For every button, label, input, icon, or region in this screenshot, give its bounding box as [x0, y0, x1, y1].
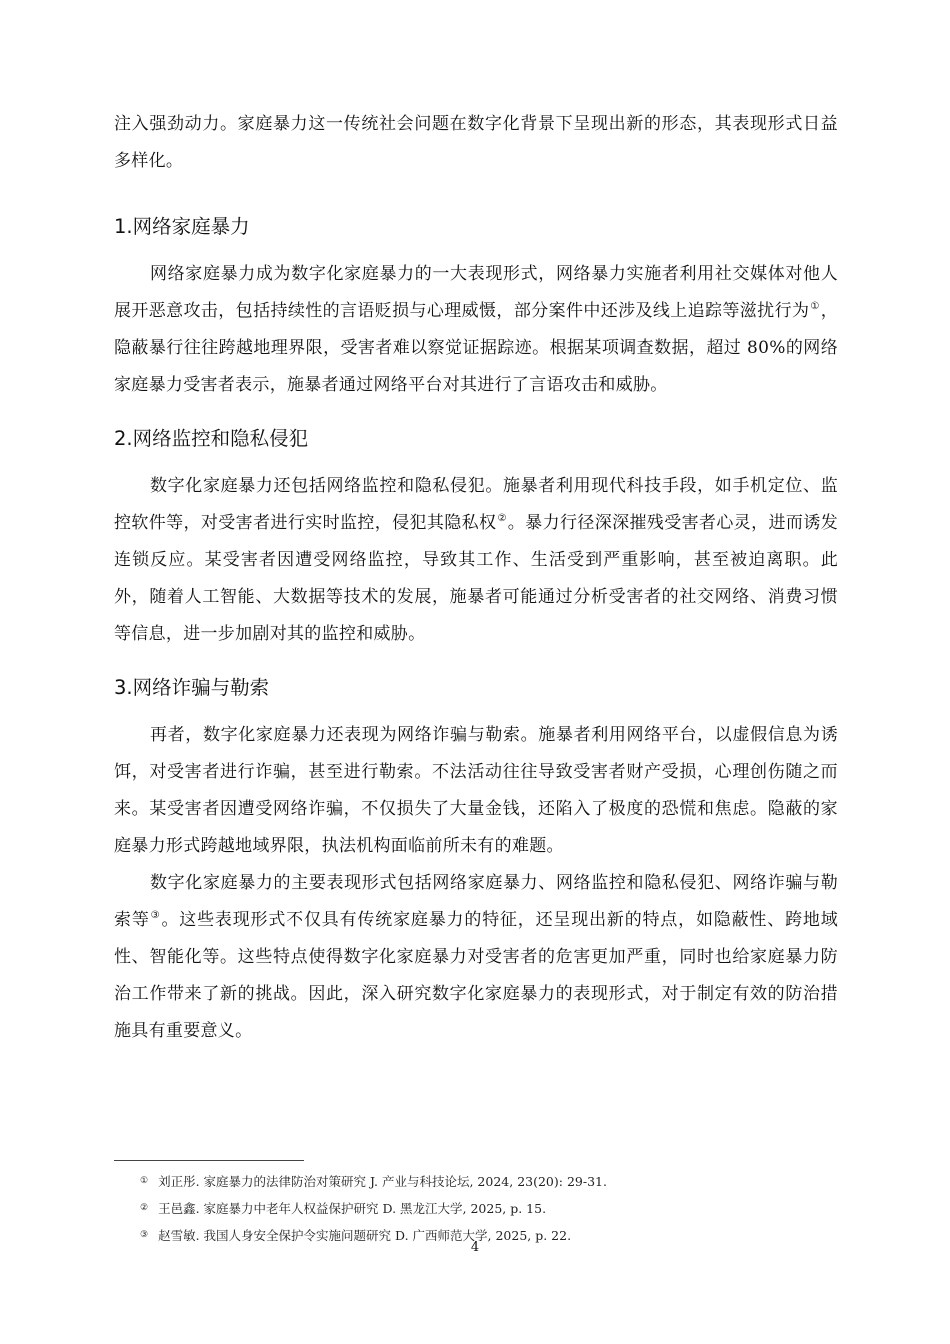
footnotes [140, 1168, 840, 1249]
section-3-text-b: 。这些表现形式不仅具有传统家庭暴力的特征，还呈现出新的特点，如隐蔽性、跨地域性、智能化等。这些特点使得数字化家庭暴力对受害者的危害更加严重，同时也给家庭暴力防治工作带来了新的挑战。因此，深入研究数字化家庭暴力的表现形式，对于制定有效的防治措施具有重要意义。 [114, 910, 839, 1041]
footnote-ref-1[interactable]: ① [810, 301, 820, 312]
page-number: 4 [470, 1240, 480, 1255]
section-2-paragraph [114, 468, 838, 653]
footnote-mark: ① [140, 1176, 149, 1186]
footnote-mark: ③ [140, 1230, 149, 1240]
intro-paragraph: 注入强劲动力。家庭暴力这一传统社会问题在数字化背景下呈现出新的形态，其表现形式日益多样化。 [114, 114, 838, 171]
section-heading-2: 2.网络监控和隐私侵犯 [114, 427, 309, 450]
section-3-text-a: 数字化家庭暴力的主要表现形式包括网络家庭暴力、网络监控和隐私侵犯、网络诈骗与勒索等 [114, 873, 838, 930]
footnote-2 [140, 1195, 840, 1222]
section-1-paragraph [114, 256, 838, 404]
footnote-1 [140, 1168, 840, 1195]
section-1-text-a: 网络家庭暴力成为数字化家庭暴力的一大表现形式，网络暴力实施者利用社交媒体对他人展开恶意攻击，包括持续性的言语贬损与心理威慑，部分案件中还涉及线上追踪等滋扰行为 [114, 264, 838, 321]
footnote-mark: ② [140, 1203, 149, 1213]
section-2-text-b: 。暴力行径深深摧残受害者心灵，进而诱发连锁反应。某受害者因遭受网络监控，导致其工作、生活受到严重影响，甚至被迫离职。此外，随着人工智能、大数据等技术的发展，施暴者可能通过分析受害者的社交网络、消费习惯等信息，进一步加剧对其的监控和威胁。 [114, 513, 838, 644]
footnote-text: 赵雪敏. 我国人身安全保护令实施问题研究 D. 广西师范大学, 2025, p. 22. [158, 1228, 572, 1243]
footnote-divider [114, 1160, 304, 1161]
section-heading-1: 1.网络家庭暴力 [114, 215, 250, 238]
footnote-ref-2[interactable]: ② [497, 513, 507, 524]
section-1-text-b: ，隐蔽暴行往往跨越地理界限，受害者难以察觉证据踪迹。根据某项调查数据，超过 80%的网络家庭暴力受害者表示，施暴者通过网络平台对其进行了言语攻击和威胁。 [114, 301, 839, 395]
section-heading-3: 3.网络诈骗与勒索 [114, 676, 270, 699]
footnote-text: 王邑鑫. 家庭暴力中老年人权益保护研究 D. 黑龙江大学, 2025, p. 15. [158, 1201, 547, 1216]
footnote-text: 刘正彤. 家庭暴力的法律防治对策研究 J. 产业与科技论坛, 2024, 23(20): 29-31. [158, 1174, 607, 1189]
page-body [114, 106, 838, 1050]
footnote-ref-3[interactable]: ③ [150, 910, 161, 921]
section-3-paragraph-1: 再者，数字化家庭暴力还表现为网络诈骗与勒索。施暴者利用网络平台，以虚假信息为诱饵，对受害者进行诈骗，甚至进行勒索。不法活动往往导致受害者财产受损，心理创伤随之而来。某受害者因遭受网络诈骗，不仅损失了大量金钱，还陷入了极度的恐慌和焦虑。隐蔽的家庭暴力形式跨越地域界限，执法机构面临前所未有的难题。 [114, 725, 838, 856]
section-3-paragraph-2 [114, 865, 838, 1050]
section-2-text-a: 数字化家庭暴力还包括网络监控和隐私侵犯。施暴者利用现代科技手段，如手机定位、监控软件等，对受害者进行实时监控，侵犯其隐私权 [114, 476, 838, 533]
